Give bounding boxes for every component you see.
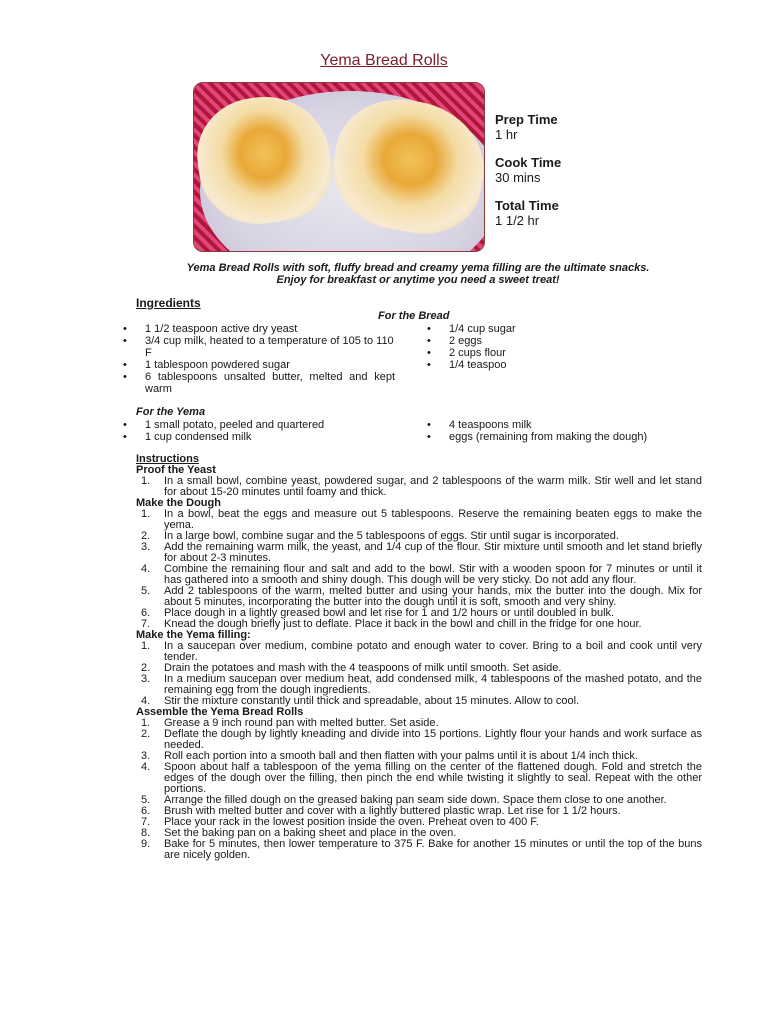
section-title: Assemble the Yema Bread Rolls bbox=[136, 706, 304, 718]
total-time-label: Total Time bbox=[495, 198, 559, 213]
ingredient-item: • 1 tablespoon powdered sugar bbox=[123, 359, 395, 371]
step: 5. Arrange the filled dough on the greased baking pan seam side down. Space them close to one another. bbox=[141, 794, 667, 806]
bread-ingredients-right bbox=[427, 323, 707, 371]
recipe-intro bbox=[120, 262, 716, 286]
ingredient-item: • eggs (remaining from making the dough) bbox=[427, 431, 707, 443]
section-title: Make the Dough bbox=[136, 497, 221, 509]
step: 2. In a large bowl, combine sugar and the 5 tablespoons of eggs. Stir until sugar is incorporated. bbox=[141, 530, 619, 542]
step: 1. In a bowl, beat the eggs and measure out 5 tablespoons. Reserve the remaining beaten eggs to make the yema. bbox=[141, 508, 702, 531]
ingredient-item: • 2 cups flour bbox=[427, 347, 707, 359]
prep-time-value: 1 hr bbox=[495, 127, 518, 142]
yema-ingredients-right bbox=[427, 419, 707, 443]
section-title: Proof the Yeast bbox=[136, 464, 216, 476]
step: 2. Drain the potatoes and mash with the 4 teaspoons of milk until smooth. Set aside. bbox=[141, 662, 562, 674]
step-list bbox=[136, 476, 702, 498]
step: 7. Place your rack in the lowest position inside the oven. Preheat oven to 400 F. bbox=[141, 816, 539, 828]
recipe-photo bbox=[193, 82, 485, 252]
section-title: Make the Yema filling: bbox=[136, 629, 251, 641]
step: 5. Add 2 tablespoons of the warm, melted butter and using your hands, mix the butter into the dough. Mix for about 5 minutes, incorporating the butter into the dough until it is soft, smooth and very shiny. bbox=[141, 585, 702, 608]
ingredient-item: • 6 tablespoons unsalted butter, melted and kept warm bbox=[123, 371, 395, 395]
step: 8. Set the baking pan on a baking sheet and place in the oven. bbox=[141, 827, 457, 839]
step: 4. Stir the mixture constantly until thick and spreadable, about 15 minutes. Allow to cool. bbox=[141, 695, 580, 707]
ingredient-item: • 1 1/2 teaspoon active dry yeast bbox=[123, 323, 395, 335]
step: 2. Deflate the dough by lightly kneading and divide into 15 portions. Lightly flour your hands and work surface as needed. bbox=[141, 728, 702, 751]
step: 6. Brush with melted butter and cover with a lightly buttered plastic wrap. Let rise for 1 1/2 hours. bbox=[141, 805, 621, 817]
ingredient-item: • 4 teaspoons milk bbox=[427, 419, 707, 431]
step: 1. In a saucepan over medium, combine potato and enough water to cover. Bring to a boil and cook until very tender. bbox=[141, 640, 702, 663]
step-list bbox=[136, 641, 702, 707]
step: 6. Place dough in a lightly greased bowl and let rise for 1 and 1/2 hours or until doubled in bulk. bbox=[141, 607, 615, 619]
step: 4. Spoon about half a tablespoon of the yema filling on the center of the flattened dough. Fold and stretch the edges of the dough over the filling, then pinch the end while twisting it slightly to seal. Repeat with the other portions. bbox=[141, 761, 702, 795]
ingredient-item: • 1 small potato, peeled and quartered bbox=[123, 419, 395, 431]
ingredient-item: • 1/4 cup sugar bbox=[427, 323, 707, 335]
yema-ingredients-left bbox=[123, 419, 395, 443]
intro-line: Enjoy for breakfast or anytime you need a sweet treat! bbox=[276, 274, 560, 286]
step-list bbox=[136, 509, 702, 630]
bread-ingredients-left bbox=[123, 323, 395, 395]
ingredient-item: • 3/4 cup milk, heated to a temperature of 105 to 110 F bbox=[123, 335, 395, 359]
bread-subheading: For the Bread bbox=[378, 310, 450, 322]
ingredient-item: • 2 eggs bbox=[427, 335, 707, 347]
step: 3. In a medium saucepan over medium heat, add condensed milk, 4 tablespoons of the mashed potato, and the remaining egg from the dough ingredients. bbox=[141, 673, 702, 696]
step: 1. Grease a 9 inch round pan with melted butter. Set aside. bbox=[141, 717, 439, 729]
ingredient-item: • 1/4 teaspoo bbox=[427, 359, 707, 371]
instructions-heading: Instructions bbox=[136, 453, 199, 465]
intro-line: Yema Bread Rolls with soft, fluffy bread and creamy yema filling are the ultimate snacks. bbox=[186, 262, 650, 274]
ingredients-heading: Ingredients bbox=[136, 296, 201, 310]
step: 9. Bake for 5 minutes, then lower temperature to 375 F. Bake for another 15 minutes or until the top of the buns are nicely golden. bbox=[141, 838, 702, 861]
cook-time-value: 30 mins bbox=[495, 170, 541, 185]
ingredient-item: • 1 cup condensed milk bbox=[123, 431, 395, 443]
total-time-value: 1 1/2 hr bbox=[495, 213, 540, 228]
yema-subheading: For the Yema bbox=[136, 406, 206, 418]
recipe-title: Yema Bread Rolls bbox=[320, 52, 448, 69]
step-list bbox=[136, 718, 702, 861]
recipe-times bbox=[495, 112, 561, 241]
step: 1. In a small bowl, combine yeast, powdered sugar, and 2 tablespoons of the warm milk. Stir well and let stand for about 15-20 minutes until foamy and thick. bbox=[141, 475, 702, 498]
step: 7. Knead the dough briefly just to deflate. Place it back in the bowl and chill in the fridge for one hour. bbox=[141, 618, 642, 630]
cook-time-label: Cook Time bbox=[495, 155, 562, 170]
prep-time-label: Prep Time bbox=[495, 112, 558, 127]
step: 4. Combine the remaining flour and salt and add to the bowl. Stir with a wooden spoon for 7 minutes or until it has gathered into a smooth and shiny dough. This dough will be very sticky. Do not add any flour. bbox=[141, 563, 702, 586]
step: 3. Add the remaining warm milk, the yeast, and 1/4 cup of the flour. Stir mixture until smooth and let stand briefly for about 2-3 minutes. bbox=[141, 541, 702, 564]
instructions bbox=[136, 454, 702, 861]
step: 3. Roll each portion into a smooth ball and then flatten with your palms until it is about 1/4 inch thick. bbox=[141, 750, 638, 762]
